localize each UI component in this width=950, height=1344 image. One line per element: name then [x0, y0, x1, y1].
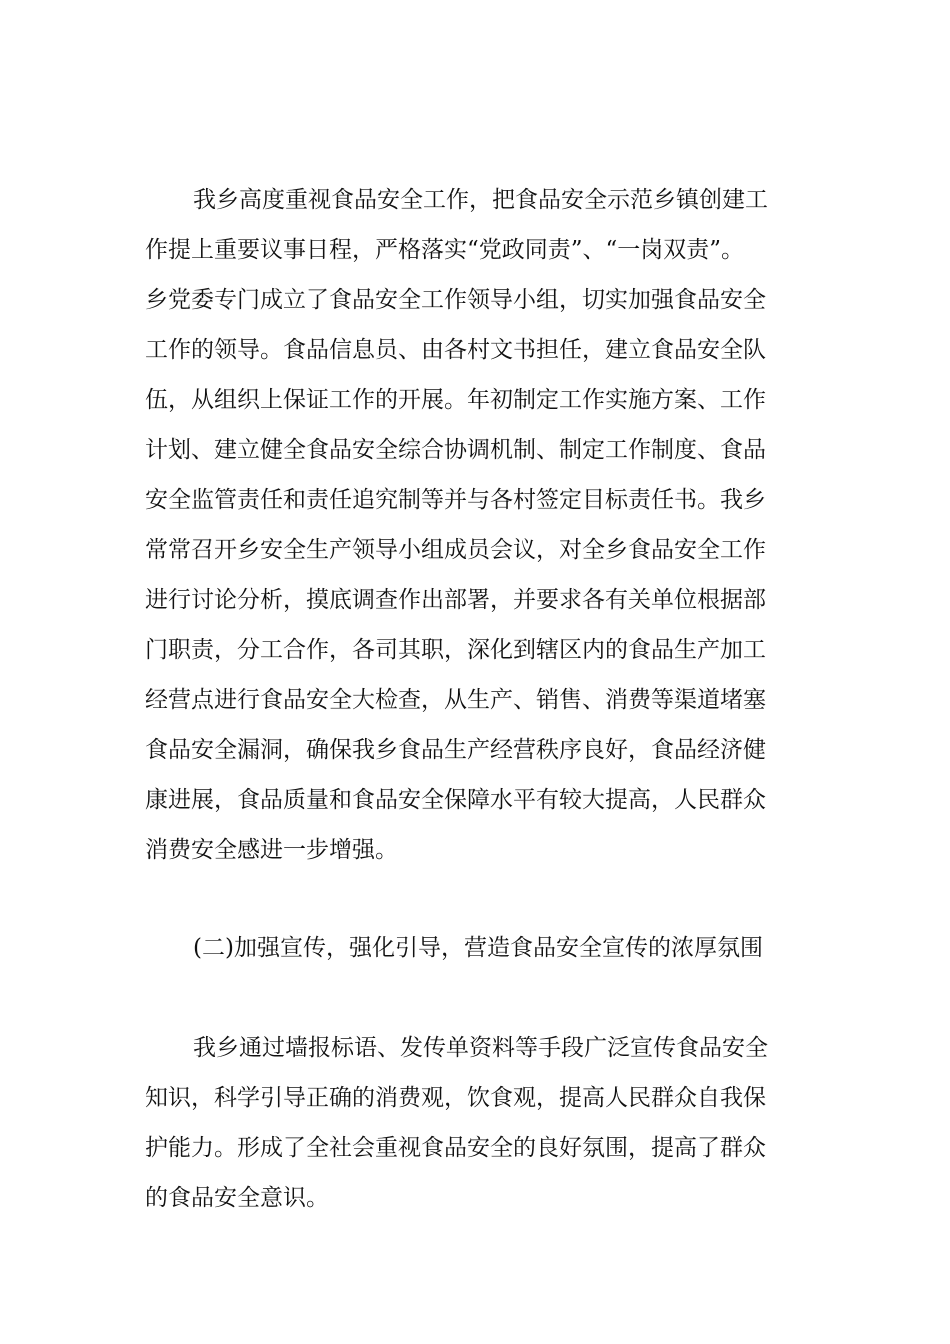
line-text: 我乡通过墙报标语、发传单资料等手段广泛宣传食品安全 [193, 1035, 768, 1061]
line-text: 安全监管责任和责任追究制等并与各村签定目标责任书。我乡 [145, 487, 766, 513]
line-text: 作提上重要议事日程，严格落实“党政同责”、“一岗双责”。 [145, 237, 745, 263]
line-text: 护能力。形成了全社会重视食品安全的良好氛围，提高了群众 [145, 1135, 766, 1161]
line-text: 消费安全感进一步增强。 [145, 837, 398, 863]
line-text: 进行讨论分析，摸底调查作出部署，并要求各有关单位根据部 [145, 587, 766, 613]
line-text: 伍，从组织上保证工作的开展。年初制定工作实施方案、工作 [145, 387, 766, 413]
line-text: 的食品安全意识。 [145, 1185, 329, 1211]
line-text: 知识，科学引导正确的消费观，饮食观，提高人民群众自我保 [145, 1085, 766, 1111]
line-text: 我乡高度重视食品安全工作，把食品安全示范乡镇创建工 [193, 187, 768, 213]
line-text: 常常召开乡安全生产领导小组成员会议，对全乡食品安全工作 [145, 537, 766, 563]
heading-text: (二)加强宣传，强化引导，营造食品安全宣传的浓厚氛围 [193, 935, 763, 961]
line-text: 食品安全漏洞，确保我乡食品生产经营秩序良好，食品经济健 [145, 737, 766, 763]
line-text: 经营点进行食品安全大检查，从生产、销售、消费等渠道堵塞 [145, 687, 766, 713]
line-text: 计划、建立健全食品安全综合协调机制、制定工作制度、食品 [145, 437, 766, 463]
line-text: 门职责，分工合作，各司其职，深化到辖区内的食品生产加工 [145, 637, 766, 663]
line-text: 康进展，食品质量和食品安全保障水平有较大提高，人民群众 [145, 787, 766, 813]
line-text: 工作的领导。食品信息员、由各村文书担任，建立食品安全队 [145, 337, 766, 363]
line-text: 乡党委专门成立了食品安全工作领导小组，切实加强食品安全 [145, 287, 766, 313]
